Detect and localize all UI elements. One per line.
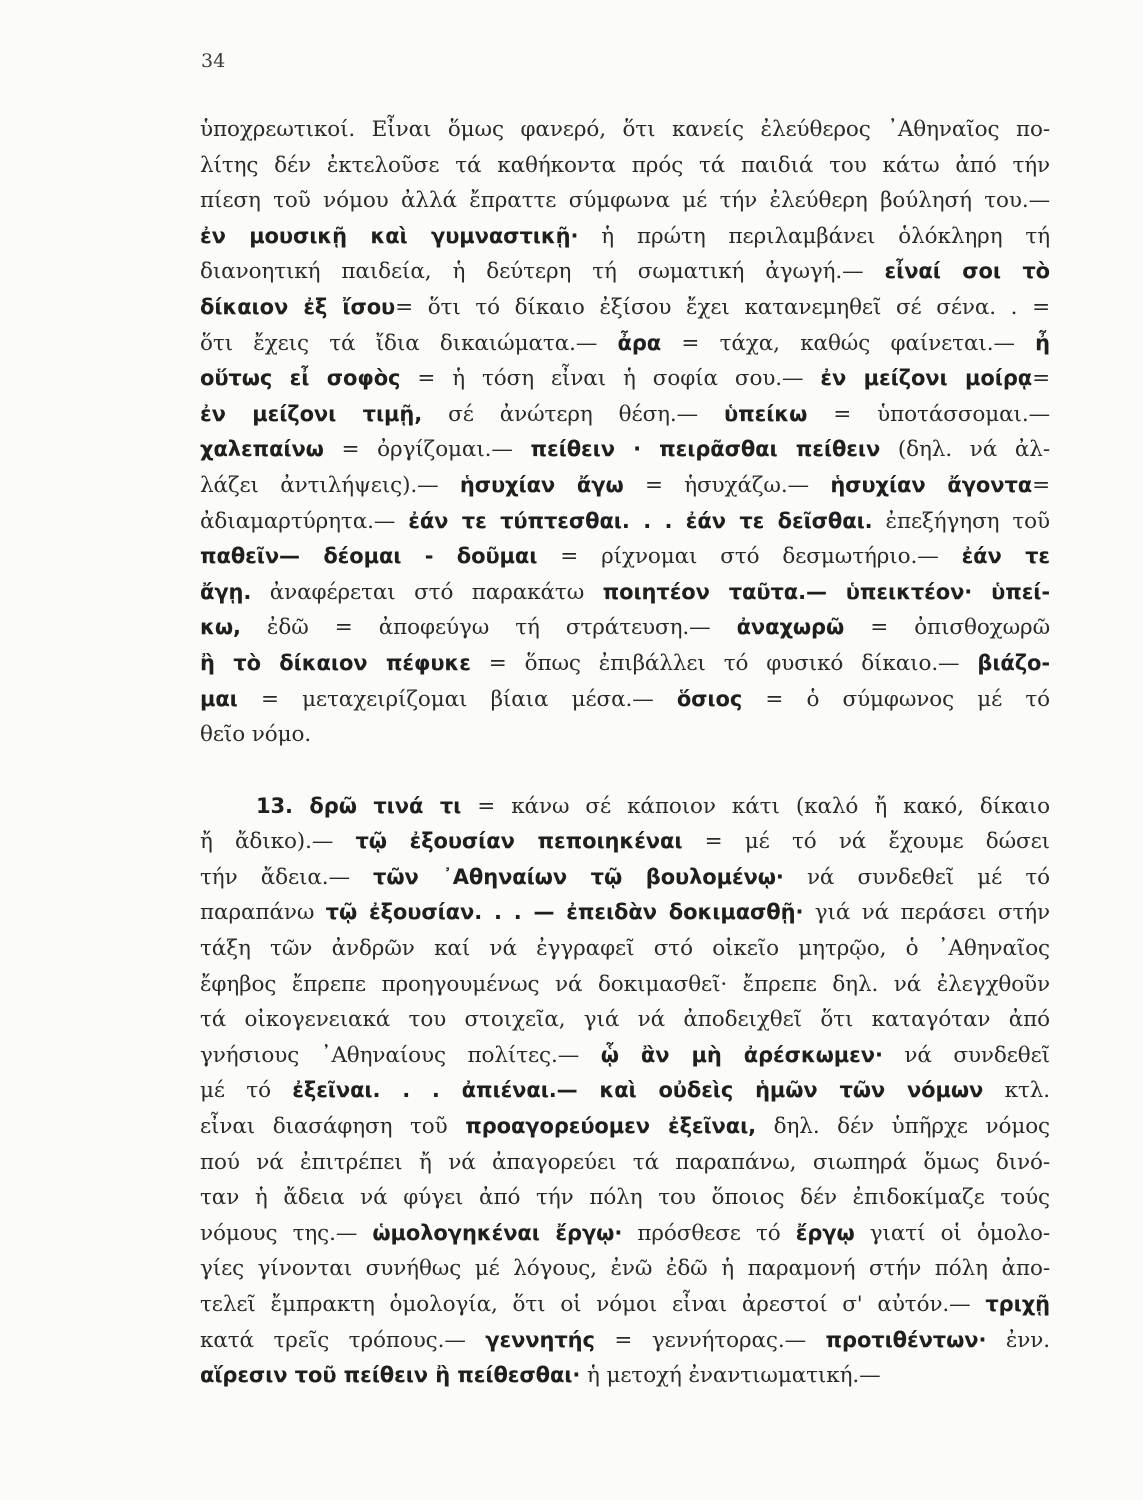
bold-term: πείθειν · πειρᾶσθαι πείθειν (530, 437, 881, 462)
text-run: πίεση τοῦ νόμου ἀλλά ἔπραττε σύμφωνα μέ τήν ἐλεύθερη βούλησή του.— (200, 188, 1050, 214)
paragraph-glossary-13 (200, 789, 1050, 1394)
bold-term: ποιητέον ταῦτα.— ὑπεικτέον· ὑπεί- (602, 579, 1050, 604)
text-run: = γεννήτορας.— (594, 1327, 826, 1353)
text-run: πού νά ἐπιτρέπει ἤ νά ἀπαγορεύει τά παραπάνω, σιωπηρά ὅμως δινό- (200, 1149, 1050, 1175)
text-run: τελεῖ ἔμπρακτη ὁμολογία, ὅτι οἱ νόμοι εἶναι ἀρεστοί σ' αὐτόν.— (200, 1292, 986, 1317)
text-run: γίες γίνονται συνήθως μέ λόγους, ἐνῶ ἐδῶ ἡ παραμονή στήν πόλη ἀπο- (200, 1256, 1050, 1282)
text-line (200, 789, 1050, 825)
text-run: νόμους της.— (200, 1220, 373, 1246)
text-line (200, 860, 1050, 896)
text-run: γιατί οἱ ὁμολο- (854, 1220, 1050, 1246)
text-line (200, 1145, 1050, 1181)
text-run: ἤ ἄδικο).— (200, 829, 356, 855)
text-run: τήν ἄδεια.— (200, 864, 374, 890)
text-line (200, 219, 1050, 255)
bold-term: ἢ τὸ δίκαιον πέφυκε (200, 650, 471, 675)
text-run: ἐδῶ = ἀποφεύγω τή στράτευση.— (240, 615, 737, 641)
bold-term: αἵρεσιν τοῦ πείθειν ἢ πείθεσθαι· (200, 1363, 581, 1388)
text-line (200, 1002, 1050, 1038)
text-run: ὅτι ἔχεις τά ἴδια δικαιώματα.— (200, 330, 618, 356)
bold-term: χαλεπαίνω (200, 437, 324, 462)
text-run: νά συνδεθεῖ μέ τό (783, 864, 1050, 890)
bold-term: ἐν μουσικῇ καὶ γυμναστικῇ· (200, 223, 579, 248)
text-run: τάξη τῶν ἀνδρῶν καί νά ἐγγραφεῖ στό οἰκεῖο μητρῷο, ὁ ᾿Αθηναῖος (200, 936, 1050, 962)
bold-term: ἡσυχίαν ἄγοντα (830, 472, 1033, 497)
bold-term: προτιθέντων· (825, 1327, 987, 1352)
text-run: = ὀργίζομαι.— (323, 437, 531, 463)
text-run: ὑποχρεωτικοί. Εἶναι ὅμως φανερό, ὅτι κανείς ἐλεύθερος ᾿Αθηναῖος πο- (200, 117, 1050, 142)
text-line (200, 397, 1050, 433)
bold-term: κω, (200, 615, 241, 640)
bold-term: μαι (200, 686, 238, 711)
text-run: μέ τό (200, 1078, 293, 1104)
text-run: = ὅπως ἐπιβάλλει τό φυσικό δίκαιο.— (470, 650, 978, 676)
text-run: λίτης δέν ἐκτελοῦσε τά καθήκοντα πρός τά παιδιά του κάτω ἀπό τήν (200, 152, 1050, 178)
bold-term: δίκαιον ἐξ ἴσου (200, 294, 396, 319)
bold-term: ἐάν τε (961, 544, 1050, 569)
text-run: γιά νά περάσει στήν (803, 900, 1050, 926)
text-line (200, 682, 1050, 718)
text-run: ἀναφέρεται στό παρακάτω (251, 579, 603, 605)
text-run: ἡ πρώτη περιλαμβάνει ὁλόκληρη τή (578, 223, 1050, 249)
text-line (200, 1287, 1050, 1323)
text-run: = μέ τό νά ἔχουμε δώσει (682, 829, 1050, 855)
text-line (200, 539, 1050, 575)
text-run: ἐνν. (986, 1327, 1050, 1353)
bold-term: τῶν ᾿Αθηναίων τῷ βουλομένῳ· (373, 864, 784, 889)
bold-term: παθεῖν— δέομαι - δοῦμαι (200, 544, 538, 569)
text-run: = ἡ τόση εἶναι ἡ σοφία σου.— (400, 366, 821, 392)
bold-term: οὕτως εἶ σοφὸς (200, 366, 401, 391)
text-run: κατά τρεῖς τρόπους.— (200, 1327, 486, 1353)
text-run: = ὀπισθοχωρῶ (844, 615, 1050, 641)
text-run: ἡ μετοχή ἐναντιωματική.— (580, 1363, 881, 1389)
text-line (200, 967, 1050, 1003)
bold-term: γεννητής (485, 1327, 595, 1352)
text-run: δηλ. δέν ὑπῆρχε νόμος (756, 1114, 1050, 1140)
bold-term: ὑπείκω (724, 401, 808, 426)
text-run: = κάνω σέ κάποιον κάτι (καλό ἤ κακό, δίκαιο (461, 793, 1050, 819)
bold-term: ἦ (1035, 330, 1050, 355)
text-line (200, 646, 1050, 682)
text-run: νά συνδεθεῖ (882, 1042, 1050, 1068)
text-line (200, 290, 1050, 326)
bold-term: ἄγῃ. (200, 579, 252, 604)
bold-term: ἡσυχίαν ἄγω (459, 472, 624, 497)
text-run: σέ ἀνώτερη θέση.— (422, 401, 725, 427)
bold-term: ἆρα (617, 330, 662, 355)
text-line (200, 895, 1050, 931)
text-run: = ὅτι τό δίκαιο ἐξίσου ἔχει κατανεμηθεῖ σέ σένα. . = (395, 294, 1050, 320)
text-line (200, 1038, 1050, 1074)
bold-term: ᾧ ἂν μὴ ἀρέσκωμεν· (600, 1042, 883, 1067)
paragraph-glossary-12 (200, 112, 1050, 753)
text-run: τά οἰκογενειακά του στοιχεῖα, γιά νά ἀποδειχθεῖ ὅτι καταγόταν ἀπό (200, 1007, 1050, 1033)
bold-term: ἐάν τε τύπτεσθαι. . . ἐάν τε δεῖσθαι. (408, 508, 873, 533)
text-run: = ὁ σύμφωνος μέ τό (742, 686, 1050, 712)
text-run: παραπάνω (200, 900, 326, 926)
text-run: πρόσθεσε τό (622, 1220, 796, 1246)
text-run: = (1032, 366, 1050, 392)
text-run: ἐπεξήγηση τοῦ (872, 508, 1050, 534)
text-run: λάζει ἀντιλήψεις).— (200, 472, 460, 498)
text-run: γνήσιους ᾿Αθηναίους πολίτες.— (200, 1042, 601, 1068)
text-line (200, 112, 1050, 148)
text-run: ἔφηβος ἔπρεπε προηγουμένως νά δοκιμασθεῖ· ἔπρεπε δηλ. νά ἐλεγχθοῦν (200, 971, 1050, 997)
bold-term: εἶναί σοι τὸ (884, 259, 1050, 284)
text-line (200, 504, 1050, 540)
text-line (200, 468, 1050, 504)
text-run: θεῖο νόμο. (200, 722, 312, 748)
text-line (200, 717, 1050, 753)
bold-term: 13. δρῶ τινά τι (256, 793, 462, 818)
text-line (200, 1251, 1050, 1287)
text-line (200, 931, 1050, 967)
bold-term: ἐξεῖναι. . . ἀπιέναι.— καὶ οὐδεὶς ἡμῶν τῶν νόμων (292, 1078, 984, 1103)
text-line (200, 1358, 1050, 1394)
bold-term: βιάζο- (977, 650, 1050, 675)
text-line (200, 1073, 1050, 1109)
text-run: = τάχα, καθώς φαίνεται.— (661, 330, 1036, 356)
text-run: = (1032, 472, 1050, 498)
text-line (200, 254, 1050, 290)
bold-term: ὅσιος (676, 686, 743, 711)
text-line (200, 1323, 1050, 1359)
bold-term: προαγορεύομεν ἐξεῖναι, (465, 1114, 757, 1139)
text-line (200, 1109, 1050, 1145)
text-line (200, 432, 1050, 468)
text-line (200, 148, 1050, 184)
text-line (200, 575, 1050, 611)
text-line (200, 610, 1050, 646)
text-run: (δηλ. νά ἀλ- (880, 437, 1050, 463)
text-run: = ρίχνομαι στό δεσμωτήριο.— (537, 544, 962, 570)
text-line (200, 183, 1050, 219)
page-number: 34 (201, 50, 226, 72)
text-run: ταν ἡ ἄδεια νά φύγει ἀπό τήν πόλη του ὅποιος δέν ἐπιδοκίμαζε τούς (200, 1185, 1050, 1211)
bold-term: τριχῇ (985, 1292, 1050, 1316)
bold-term: ἐν μείζονι μοίρᾳ (820, 366, 1033, 391)
text-line (200, 824, 1050, 860)
bold-term: τῷ ἐξουσίαν. . . — ἐπειδὰν δοκιμασθῇ· (325, 900, 804, 925)
text-run: = μεταχειρίζομαι βίαια μέσα.— (237, 686, 677, 712)
text-run: ἀδιαμαρτύρητα.— (200, 508, 409, 534)
text-line (200, 361, 1050, 397)
text-line (200, 1180, 1050, 1216)
text-run: διανοητική παιδεία, ἡ δεύτερη τή σωματική ἀγωγή.— (200, 259, 885, 285)
text-run: = ὑποτάσσομαι.— (807, 401, 1050, 427)
text-run: κτλ. (983, 1078, 1050, 1104)
bold-term: τῷ ἐξουσίαν πεποιηκέναι (355, 829, 683, 854)
text-run: εἶναι διασάφηση τοῦ (200, 1114, 466, 1140)
body-text (200, 112, 1050, 1394)
bold-term: ἔργῳ (795, 1220, 855, 1245)
text-run: = ἡσυχάζω.— (623, 472, 831, 498)
bold-term: ὡμολογηκέναι ἔργῳ· (372, 1220, 623, 1245)
bold-term: ἀναχωρῶ (736, 615, 845, 640)
text-line (200, 326, 1050, 362)
text-line (200, 1216, 1050, 1252)
bold-term: ἐν μείζονι τιμῇ, (200, 401, 423, 426)
